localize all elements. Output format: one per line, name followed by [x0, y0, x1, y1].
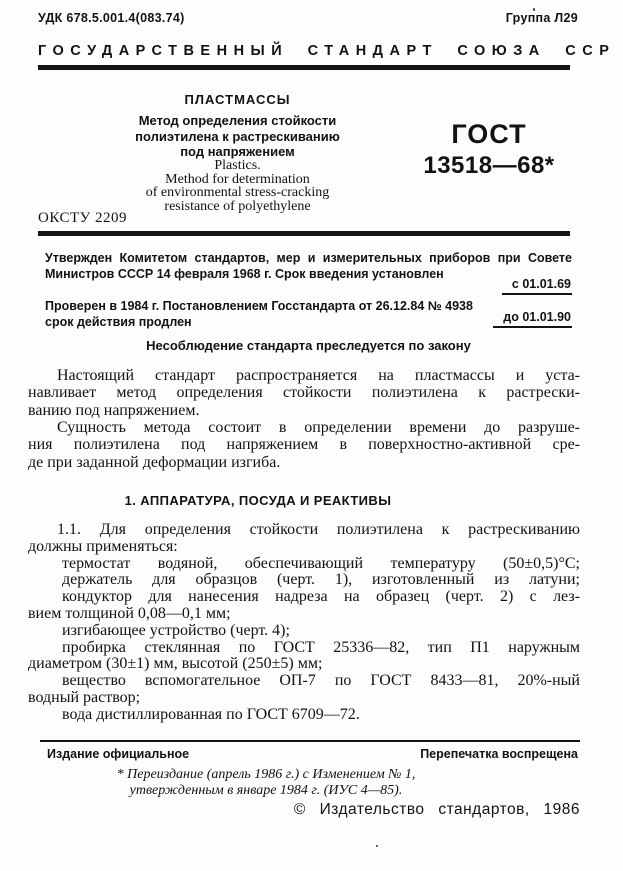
- text-line: кондуктор для нанесения надреза на образец (черт. 2) с лез-: [62, 588, 580, 606]
- text-line: Проверен в 1984 г. Постановлением Госстандарта от 26.12.84 № 4938: [45, 299, 473, 313]
- udk-group-row: [38, 11, 578, 25]
- text-line: 1.1. Для определения стойкости полиэтилена к растрескиванию: [57, 521, 580, 538]
- copyright-line: © Издательство стандартов, 1986: [293, 801, 580, 818]
- gost-label: ГОСТ: [451, 119, 527, 149]
- text-line: утвержденным в январе 1984 г. (ИУС 4—85).: [129, 782, 403, 798]
- text-line: Method for determination: [165, 171, 310, 187]
- text-line: вием толщиной 0,08—0,1 мм;: [28, 604, 231, 622]
- checked-paragraph: [45, 299, 515, 330]
- text-line: of environmental stress-cracking: [145, 185, 330, 201]
- text-line: де при заданной деформации изгиба.: [28, 453, 281, 471]
- reprint-prohibited-label: Перепечатка воспрещена: [420, 747, 578, 761]
- reissue-footnote: [76, 767, 456, 798]
- text-line: полиэтилена к растрескиванию: [135, 128, 340, 144]
- text-line: Plastics.: [214, 158, 261, 173]
- text-line: ванию под напряжением.: [28, 401, 200, 419]
- text-line: термостат водяной, обеспечивающий температуру (50±0,5)°С;: [62, 554, 580, 572]
- okstu-code: ОКСТУ 2209: [38, 210, 128, 226]
- scan-speck: [376, 845, 378, 847]
- document-subject: ПЛАСТМАССЫ: [184, 92, 291, 107]
- text-line: должны применяться:: [28, 537, 178, 555]
- state-standard-banner: ГОСУДАРСТВЕННЫЙ СТАНДАРТ СОЮЗА ССР: [38, 43, 616, 59]
- text-line: Сущность метода состоит в определении времени до разруше-: [57, 419, 580, 437]
- title-russian: [90, 113, 385, 160]
- text-line: Настоящий стандарт распространяется на пластмассы и уста-: [57, 367, 580, 384]
- group-code: Группа Л29: [505, 11, 578, 25]
- text-line: держатель для образцов (черт. 1), изготовленный из латуни;: [62, 571, 580, 589]
- footer-row: [47, 747, 578, 761]
- horizontal-rule-top: [38, 65, 570, 70]
- effective-date: с 01.01.69: [502, 277, 572, 295]
- text-line: навливает метод определения стойкости полиэтилена к растрески-: [28, 384, 580, 402]
- udk-code: УДК 678.5.001.4(083.74): [38, 11, 185, 25]
- text-line: под напряжением: [180, 144, 295, 159]
- text-line: диаметром (30±1) мм, высотой (250±5) мм;: [28, 655, 323, 673]
- official-edition-label: Издание официальное: [47, 747, 190, 761]
- law-notice: Несоблюдение стандарта преследуется по закону: [146, 338, 471, 353]
- approval-paragraph: [45, 251, 572, 282]
- text-line: пробирка стеклянная по ГОСТ 25336—82, тип П1 наружным: [62, 638, 580, 656]
- text-line: Министров СССР 14 февраля 1968 г. Срок введения установлен: [45, 266, 444, 281]
- gost-number: 13518—68*: [423, 152, 555, 179]
- text-line: водный раствор;: [28, 688, 141, 706]
- text-line: вода дистиллированная по ГОСТ 6709—72.: [62, 705, 360, 723]
- scan-speck: [533, 8, 535, 11]
- text-line: Метод определения стойкости: [138, 113, 337, 128]
- section-heading: 1. АППАРАТУРА, ПОСУДА И РЕАКТИВЫ: [124, 493, 392, 508]
- title-english: [90, 159, 385, 213]
- horizontal-rule-approval: [38, 231, 570, 236]
- horizontal-rule-footer: [40, 740, 580, 742]
- text-line: ния полиэтилена под напряжением в поверхностно-активной сре-: [28, 436, 580, 454]
- text-line: Утвержден Комитетом стандартов, мер и измерительных приборов при Совете: [45, 251, 572, 265]
- text-line: resistance of polyethylene: [164, 198, 311, 214]
- text-line: вещество вспомогательное ОП-7 по ГОСТ 8433—81, 20%-ный: [62, 672, 580, 690]
- text-line: * Переиздание (апрель 1986 г.) с Изменением № 1,: [116, 767, 416, 782]
- text-line: изгибающее устройство (черт. 4);: [62, 621, 290, 639]
- intro-paragraphs: [28, 367, 580, 471]
- extension-date: до 01.01.90: [493, 310, 572, 328]
- section-body: [28, 522, 580, 724]
- text-line: срок действия продлен: [45, 314, 192, 329]
